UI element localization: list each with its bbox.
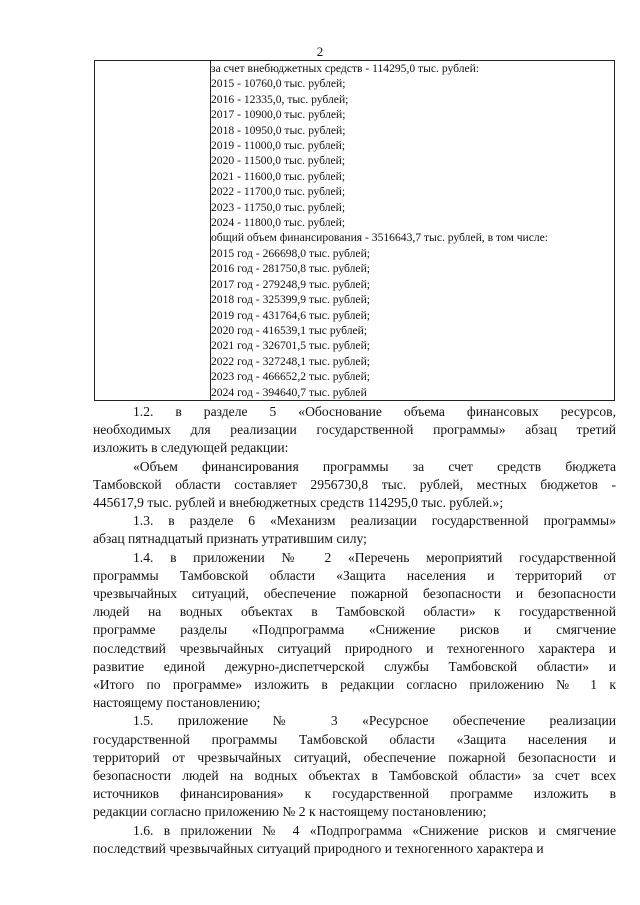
- financing-line: 2018 год - 325399,9 тыс. рублей;: [211, 293, 371, 307]
- paragraph-line: 445617,9 тыс. рублей и внебюджетных средств 114295,0 тыс. рублей.»;: [93, 495, 504, 511]
- paragraph-1-5: [93, 712, 616, 821]
- paragraph-line: Тамбовской области составляет 2956730,8 тыс. рублей, местных бюджетов -: [93, 476, 616, 492]
- financing-line: 2021 - 11600,0 тыс. рублей;: [211, 169, 346, 183]
- paragraph-line: людей на водных объектах в Тамбовской области» к государственной: [93, 604, 616, 620]
- financing-line: общий объем финансирования - 3516643,7 тыс. рублей, в том числе:: [211, 231, 549, 245]
- financing-line: 2019 - 11000,0 тыс. рублей;: [211, 139, 346, 153]
- financing-line: 2018 - 10950,0 тыс. рублей;: [211, 123, 346, 137]
- paragraph-line: 1.3. в разделе 6 «Механизм реализации государственной программы»: [133, 513, 616, 529]
- paragraph-line: развитие единой дежурно-диспетчерской службы Тамбовской области» и: [93, 658, 616, 674]
- financing-line: за счет внебюджетных средств - 114295,0 тыс. рублей:: [211, 62, 480, 75]
- financing-line: 2015 год - 266698,0 тыс. рублей;: [211, 246, 371, 260]
- financing-line: 2015 - 10760,0 тыс. рублей;: [211, 77, 346, 91]
- paragraph-1-6: [93, 822, 616, 858]
- paragraph-line: абзац пятнадцатый признать утратившим силу;: [93, 531, 367, 547]
- paragraph-line: программы Тамбовской области «Защита населения и территорий от: [93, 567, 616, 583]
- paragraph-line: изложить в следующей редакции:: [93, 440, 289, 456]
- paragraph-line: безопасности людей на водных объектах в Тамбовской области» за счет всех: [93, 768, 616, 784]
- financing-line: 2020 год - 416539,1 тыс рублей;: [211, 323, 368, 337]
- paragraph-1-2: [93, 403, 616, 458]
- document-body: [93, 403, 616, 858]
- paragraph-line: 1.2. в разделе 5 «Обоснование объема финансовых ресурсов,: [133, 404, 616, 419]
- financing-line: 2020 - 11500,0 тыс. рублей;: [211, 154, 346, 168]
- financing-lines: [211, 61, 614, 400]
- paragraph-line: 1.5. приложение № 3 «Ресурсное обеспечение реализации: [133, 713, 616, 729]
- paragraph-line: 1.4. в приложении № 2 «Перечень мероприятий государственной: [133, 549, 616, 565]
- financing-line: 2017 - 10900,0 тыс. рублей;: [211, 108, 346, 122]
- financing-line: 2016 - 12335,0, тыс. рублей;: [211, 92, 349, 106]
- table-row: [95, 61, 615, 401]
- financing-line: 2021 год - 326701,5 тыс. рублей;: [211, 339, 371, 353]
- financing-line: 2023 - 11750,0 тыс. рублей;: [211, 200, 346, 214]
- financing-line: 2022 год - 327248,1 тыс. рублей;: [211, 354, 371, 368]
- paragraph-line: последствий чрезвычайных ситуаций природного и техногенного характера и: [93, 840, 544, 856]
- paragraph-line: настоящему постановлению;: [93, 695, 261, 711]
- financing-line: 2024 год - 394640,7 тыс. рублей: [211, 385, 367, 399]
- paragraph-1-3: [93, 512, 616, 548]
- paragraph-line: программе разделы «Подпрограмма «Снижение рисков и смягчение: [93, 622, 616, 638]
- financing-line: 2024 - 11800,0 тыс. рублей;: [211, 216, 346, 230]
- page-number: 2: [316, 44, 324, 59]
- financing-line: 2016 год - 281750,8 тыс. рублей;: [211, 262, 371, 276]
- paragraph-line: чрезвычайных ситуаций, обеспечение пожарной безопасности и безопасности: [93, 586, 616, 602]
- paragraph-line: «Объем финансирования программы за счет средств бюджета: [133, 458, 616, 474]
- paragraph-line: территорий от чрезвычайных ситуаций, обеспечение пожарной безопасности и: [93, 749, 616, 765]
- paragraph-quote: [93, 458, 616, 513]
- paragraph-line: государственной программы Тамбовской области «Защита населения и: [93, 731, 616, 747]
- paragraph-line: «Итого по программе» изложить в редакции согласно приложению № 1 к: [93, 677, 616, 693]
- paragraph-1-4: [93, 549, 616, 713]
- financing-line: 2023 год - 466652,2 тыс. рублей;: [211, 370, 371, 384]
- table-left-cell: [95, 61, 211, 401]
- paragraph-line: редакции согласно приложению № 2 к настоящему постановлению;: [93, 804, 487, 820]
- financing-line: 2017 год - 279248,9 тыс. рублей;: [211, 277, 371, 291]
- financing-line: 2019 год - 431764,6 тыс. рублей;: [211, 308, 371, 322]
- paragraph-line: источников финансирования» к государственной программе изложить в: [93, 786, 616, 802]
- table-right-cell: [211, 61, 615, 401]
- paragraph-line: 1.6. в приложении № 4 «Подпрограмма «Снижение рисков и смягчение: [133, 822, 616, 838]
- financing-table: [94, 60, 615, 401]
- paragraph-line: необходимых для реализации государственной программы» абзац третий: [93, 422, 616, 438]
- financing-line: 2022 - 11700,0 тыс. рублей;: [211, 185, 346, 199]
- paragraph-line: последствий чрезвычайных ситуаций природного и техногенного характера и: [93, 640, 616, 656]
